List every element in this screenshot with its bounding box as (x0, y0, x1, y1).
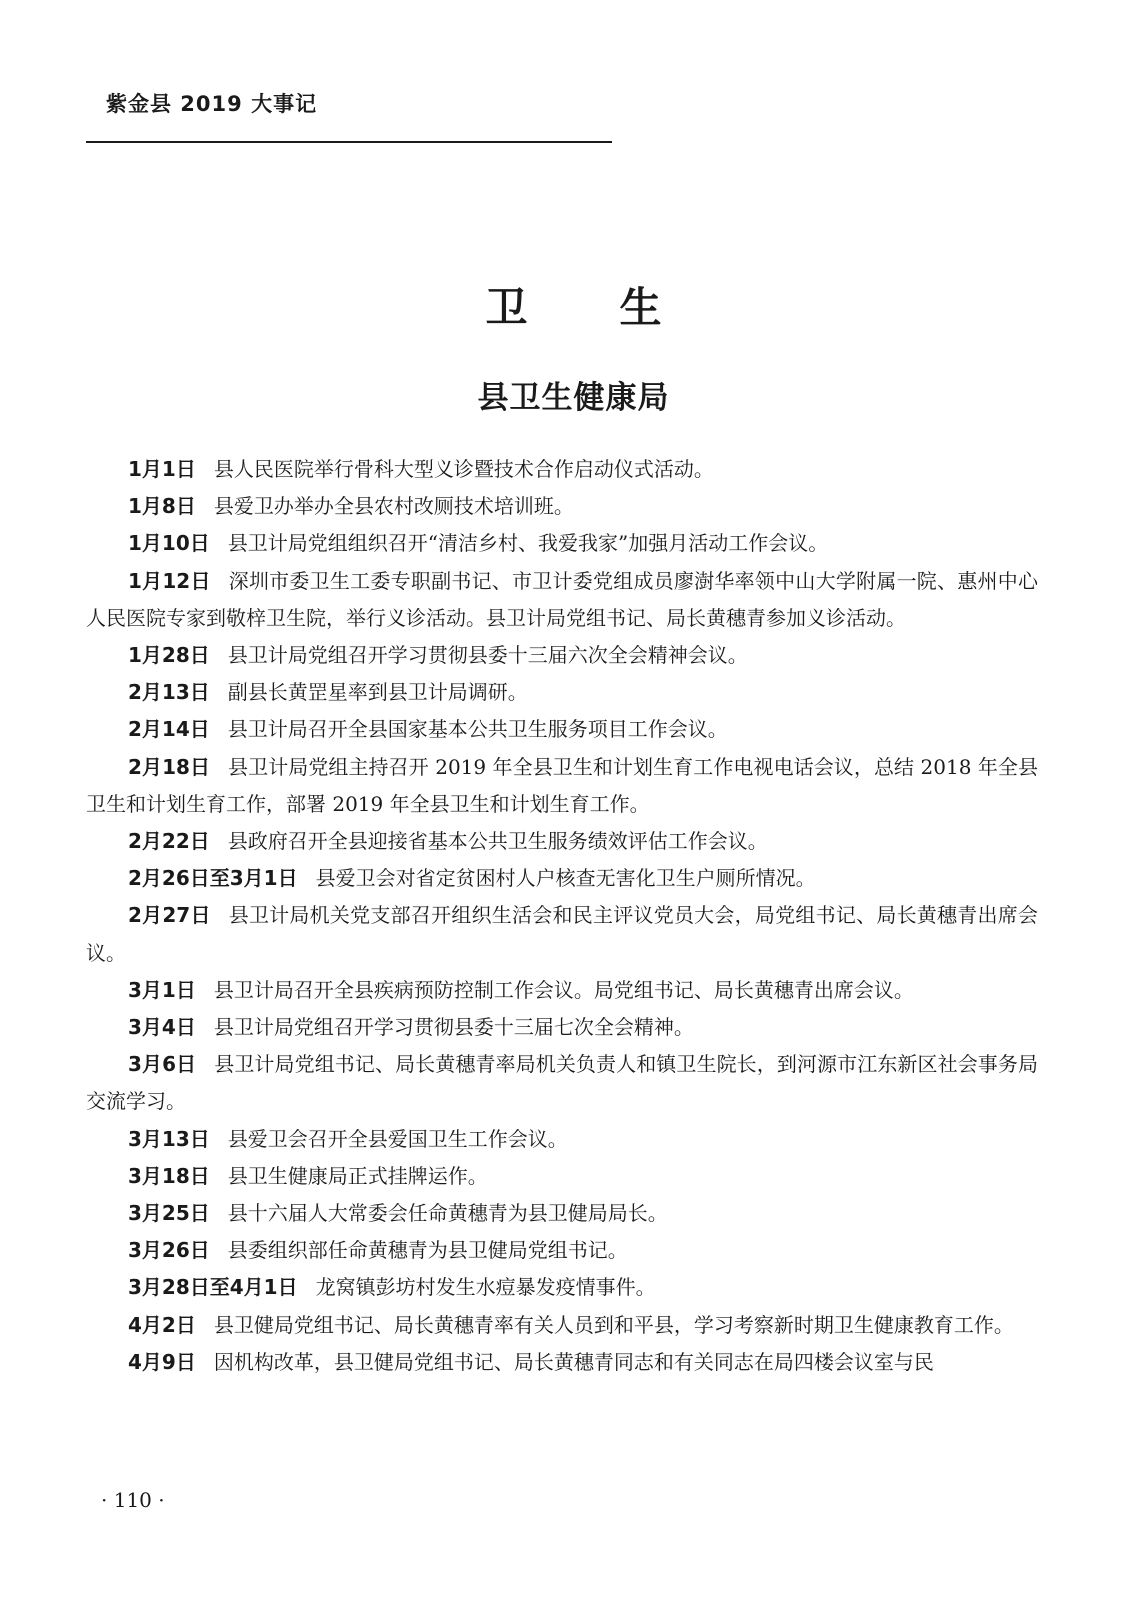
chronicle-entry (86, 451, 1038, 488)
subsection-title: 县卫生健康局 (477, 380, 670, 416)
chronicle-entry (86, 1009, 1038, 1046)
entry-text: 深圳市委卫生工委专职副书记、市卫计委党组成员廖澍华率领中山大学附属一院、惠州中心人民医院专家到敬梓卫生院，举行义诊活动。县卫计局党组书记、局长黄穗青参加义诊活动。 (86, 568, 1038, 630)
header-rule (86, 141, 612, 143)
chronicle-entry (86, 637, 1038, 674)
chronicle-entry (86, 1232, 1038, 1269)
entry-date: 2月22日 (128, 829, 210, 854)
entry-date: 3月28日至4月1日 (128, 1275, 298, 1300)
entry-text: 县政府召开全县迎接省基本公共卫生服务绩效评估工作会议。 (227, 829, 768, 854)
entry-date: 3月4日 (128, 1015, 196, 1040)
entry-date: 2月14日 (128, 717, 210, 742)
entry-text: 县卫健局党组书记、局长黄穗青率有关人员到和平县，学习考察新时期卫生健康教育工作。 (213, 1312, 1014, 1337)
section-title: 卫生 (485, 283, 754, 332)
entry-text: 县卫生健康局正式挂牌运作。 (227, 1163, 488, 1188)
entry-text: 县爱卫会对省定贫困村人户核查无害化卫生户厕所情况。 (315, 866, 816, 891)
running-header: 紫金县 2019 大事记 (106, 92, 318, 116)
entry-date: 2月27日 (128, 903, 211, 928)
entry-date: 1月1日 (128, 457, 196, 481)
entry-text: 县卫计局党组召开学习贯彻县委十三届七次全会精神。 (213, 1015, 694, 1040)
entry-text: 龙窝镇彭坊村发生水痘暴发疫情事件。 (315, 1275, 656, 1300)
page-number: · 110 · (101, 1488, 165, 1512)
entry-text: 县卫计局党组组织召开“清洁乡村、我爱我家”加强月活动工作会议。 (227, 531, 829, 556)
chronicle-entry (86, 897, 1038, 971)
entry-text: 县爱卫办举办全县农村改厕技术培训班。 (213, 494, 574, 519)
chronicle-entry (86, 711, 1038, 748)
chronicle-entry (86, 563, 1038, 637)
entry-text: 因机构改革，县卫健局党组书记、局长黄穗青同志和有关同志在局四楼会议室与民 (213, 1349, 934, 1374)
entry-date: 2月18日 (128, 754, 211, 779)
chronicle-entries (86, 451, 1038, 1381)
entry-text: 县卫计局机关党支部召开组织生活会和民主评议党员大会，局党组书记、局长黄穗青出席会议。 (86, 903, 1038, 965)
chronicle-entry (86, 1121, 1038, 1158)
entry-text: 县委组织部任命黄穗青为县卫健局党组书记。 (227, 1238, 628, 1263)
entry-date: 1月10日 (128, 531, 210, 556)
chronicle-entry (86, 1344, 1038, 1381)
chronicle-entry (86, 1307, 1038, 1344)
entry-text: 县卫计局召开全县疾病预防控制工作会议。局党组书记、局长黄穗青出席会议。 (213, 977, 914, 1002)
entry-date: 3月26日 (128, 1238, 210, 1263)
entry-text: 县卫计局党组主持召开 2019 年全县卫生和计划生育工作电视电话会议，总结 2018 年全县卫生和计划生育工作，部署 2019 年全县卫生和计划生育工作。 (86, 754, 1038, 816)
entry-date: 1月28日 (128, 643, 210, 668)
chronicle-entry (86, 823, 1038, 860)
entry-text: 县十六届人大常委会任命黄穗青为县卫健局局长。 (227, 1201, 668, 1226)
entry-date: 4月9日 (128, 1349, 196, 1374)
entry-text: 县卫计局召开全县国家基本公共卫生服务项目工作会议。 (227, 717, 728, 742)
chronicle-entry (86, 972, 1038, 1009)
entry-date: 2月26日至3月1日 (128, 866, 298, 891)
entry-date: 3月13日 (128, 1126, 210, 1151)
entry-date: 3月18日 (128, 1163, 210, 1188)
chronicle-entry (86, 1046, 1038, 1120)
chronicle-entry (86, 525, 1038, 562)
chronicle-entry (86, 488, 1038, 525)
entry-date: 3月6日 (128, 1052, 197, 1077)
entry-date: 3月25日 (128, 1201, 210, 1226)
entry-date: 1月8日 (128, 494, 196, 519)
entry-text: 副县长黄罡星率到县卫计局调研。 (227, 680, 528, 705)
entry-date: 4月2日 (128, 1312, 196, 1337)
entry-text: 县人民医院举行骨科大型义诊暨技术合作启动仪式活动。 (213, 457, 714, 481)
entry-date: 2月13日 (128, 680, 210, 705)
chronicle-entry (86, 1269, 1038, 1306)
entry-date: 1月12日 (128, 568, 211, 593)
chronicle-entry (86, 749, 1038, 823)
chronicle-entry (86, 674, 1038, 711)
entry-text: 县卫计局党组书记、局长黄穗青率局机关负责人和镇卫生院长，到河源市江东新区社会事务局交流学习。 (86, 1052, 1038, 1114)
entry-date: 3月1日 (128, 977, 196, 1002)
entry-text: 县爱卫会召开全县爱国卫生工作会议。 (227, 1126, 568, 1151)
chronicle-entry (86, 1158, 1038, 1195)
chronicle-entry (86, 860, 1038, 897)
entry-text: 县卫计局党组召开学习贯彻县委十三届六次全会精神会议。 (227, 643, 748, 668)
chronicle-entry (86, 1195, 1038, 1232)
